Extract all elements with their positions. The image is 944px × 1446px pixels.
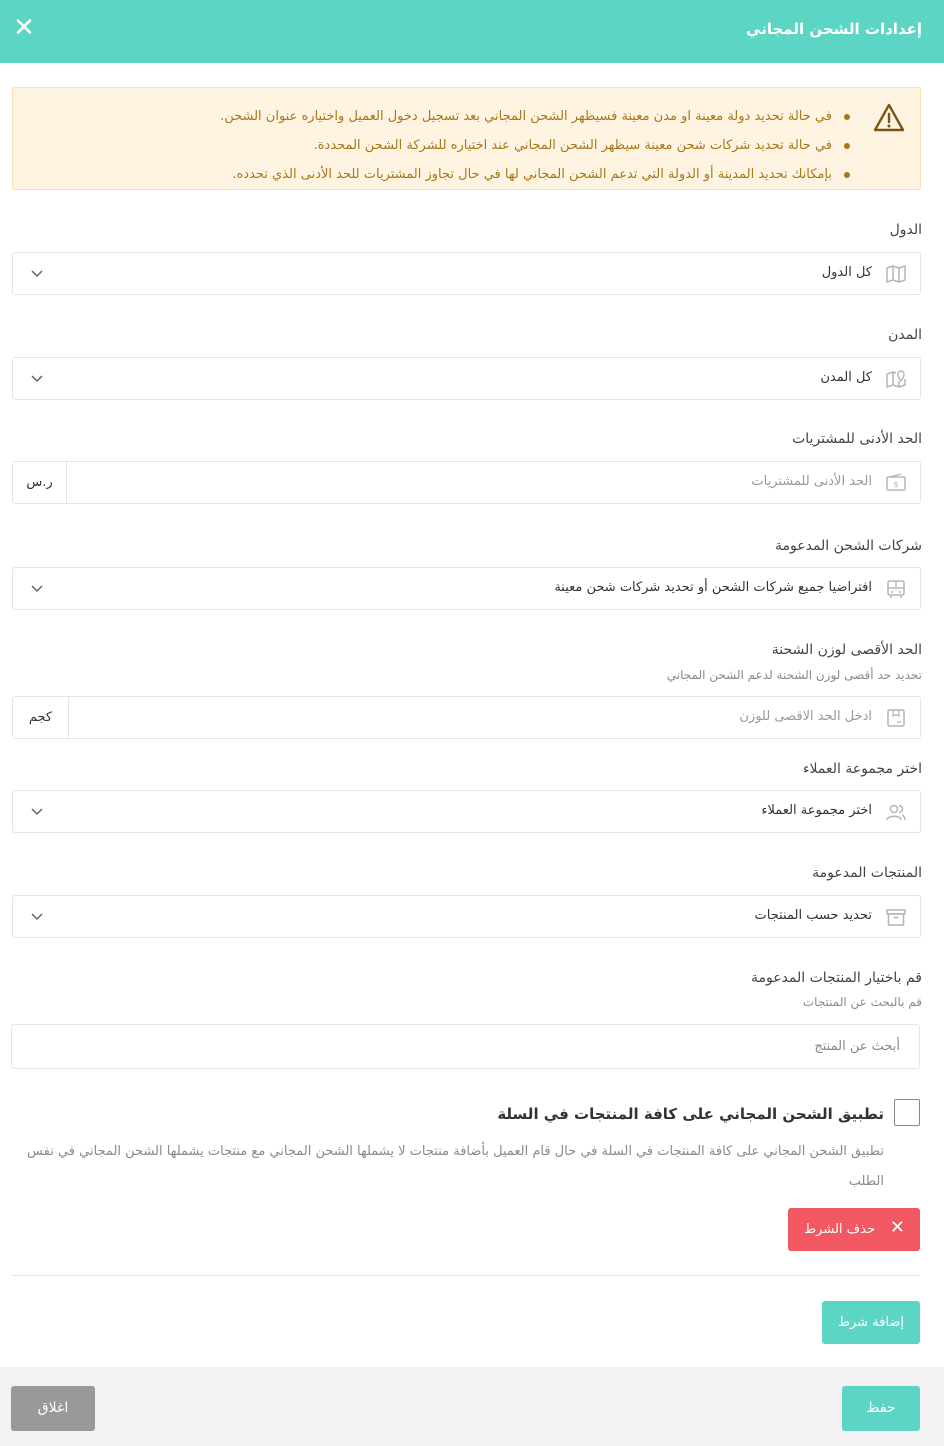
modal-title: إعدادات الشحن المجاني: [746, 20, 922, 38]
info-alert: [12, 87, 921, 190]
product-search-hint: قم بالبحث عن المنتجات: [802, 995, 922, 1009]
max-weight-hint: تحديد حد أقصى لوزن الشحنة لدعم الشحن المجاني: [666, 668, 922, 682]
map-icon: [885, 264, 907, 284]
modal-footer: [0, 1367, 944, 1446]
apply-all-label[interactable]: تطبيق الشحن المجاني على كافة المنتجات في السلة: [497, 1105, 884, 1123]
modal-header: [0, 0, 944, 63]
delete-condition-button[interactable]: [788, 1208, 920, 1251]
products-select[interactable]: [12, 895, 921, 938]
chevron-down-icon: [30, 583, 44, 595]
alert-item: في حالة تحديد دولة معينة او مدن معينة فسيظهر الشحن المجاني بعد تسجيل دخول العميل واختياره عنوان الشحن.: [220, 102, 850, 131]
users-icon: [885, 802, 907, 822]
divider: [12, 1275, 920, 1276]
chevron-down-icon: [30, 806, 44, 818]
alert-list: [220, 102, 850, 189]
shipping-companies-value: افتراضيا جميع شركات الشحن أو تحديد شركات شحن معينة: [554, 580, 872, 595]
products-label: المنتجات المدعومة: [812, 865, 922, 881]
save-button[interactable]: حفظ: [842, 1386, 920, 1431]
chevron-down-icon: [30, 911, 44, 923]
customer-group-select[interactable]: [12, 790, 921, 833]
warning-icon: [872, 101, 906, 135]
weight-unit: كجم: [13, 697, 69, 738]
max-weight-field[interactable]: [12, 696, 921, 739]
max-weight-label: الحد الأقصى لوزن الشحنة: [771, 642, 922, 658]
products-value: تحديد حسب المنتجات: [754, 908, 872, 923]
min-purchase-field[interactable]: [12, 461, 921, 504]
cities-label: المدن: [888, 327, 922, 343]
close-icon[interactable]: ✕: [13, 13, 35, 43]
customer-group-value: اختر مجموعة العملاء: [761, 803, 872, 818]
archive-icon: [885, 907, 907, 927]
apply-all-description: تطبيق الشحن المجاني على كافة المنتجات في السلة في حال قام العميل بأضافة منتجات لا يشملها الشحن المجاني مع منتجات يشملها الشحن المجاني في نفس الطلب: [27, 1144, 884, 1189]
countries-label: الدول: [889, 222, 922, 238]
close-button[interactable]: اغلاق: [11, 1386, 95, 1431]
money-icon: [885, 473, 907, 493]
map-pin-icon: [885, 369, 907, 389]
max-weight-input[interactable]: ادخل الحد الاقصى للوزن: [739, 709, 872, 724]
min-purchase-label: الحد الأدنى للمشتريات: [792, 431, 922, 447]
product-search-placeholder: أبحث عن المنتج: [814, 1039, 900, 1054]
product-search-input[interactable]: [11, 1024, 920, 1069]
cities-select[interactable]: [12, 357, 921, 400]
min-purchase-input[interactable]: الحد الأدنى للمشتريات: [751, 474, 872, 489]
shipping-companies-select[interactable]: [12, 567, 921, 610]
package-icon: [885, 708, 907, 728]
currency-unit: ر.س: [13, 462, 67, 503]
customer-group-label: اختر مجموعة العملاء: [802, 761, 922, 777]
bus-icon: [885, 579, 907, 599]
chevron-down-icon: [30, 373, 44, 385]
countries-value: كل الدول: [821, 265, 872, 280]
alert-item: بإمكانك تحديد المدينة أو الدولة التي تدعم الشحن المجاني لها في حال تجاوز المشتريات للحد الأدنى الذي تحدده.: [220, 160, 850, 189]
close-icon: ✕: [889, 1217, 905, 1238]
delete-condition-label: حذف الشرط: [804, 1222, 875, 1237]
chevron-down-icon: [30, 268, 44, 280]
product-search-label: قم باختيار المنتجات المدعومة: [750, 970, 922, 986]
cities-value: كل المدن: [820, 370, 872, 385]
countries-select[interactable]: [12, 252, 921, 295]
shipping-companies-label: شركات الشحن المدعومة: [775, 538, 922, 554]
apply-all-checkbox[interactable]: [894, 1099, 920, 1126]
alert-item: في حالة تحديد شركات شحن معينة سيظهر الشحن المجاني عند اختياره للشركة الشحن المحددة.: [220, 131, 850, 160]
add-condition-button[interactable]: إضافة شرط: [822, 1301, 920, 1344]
svg-text:$: $: [893, 480, 899, 489]
